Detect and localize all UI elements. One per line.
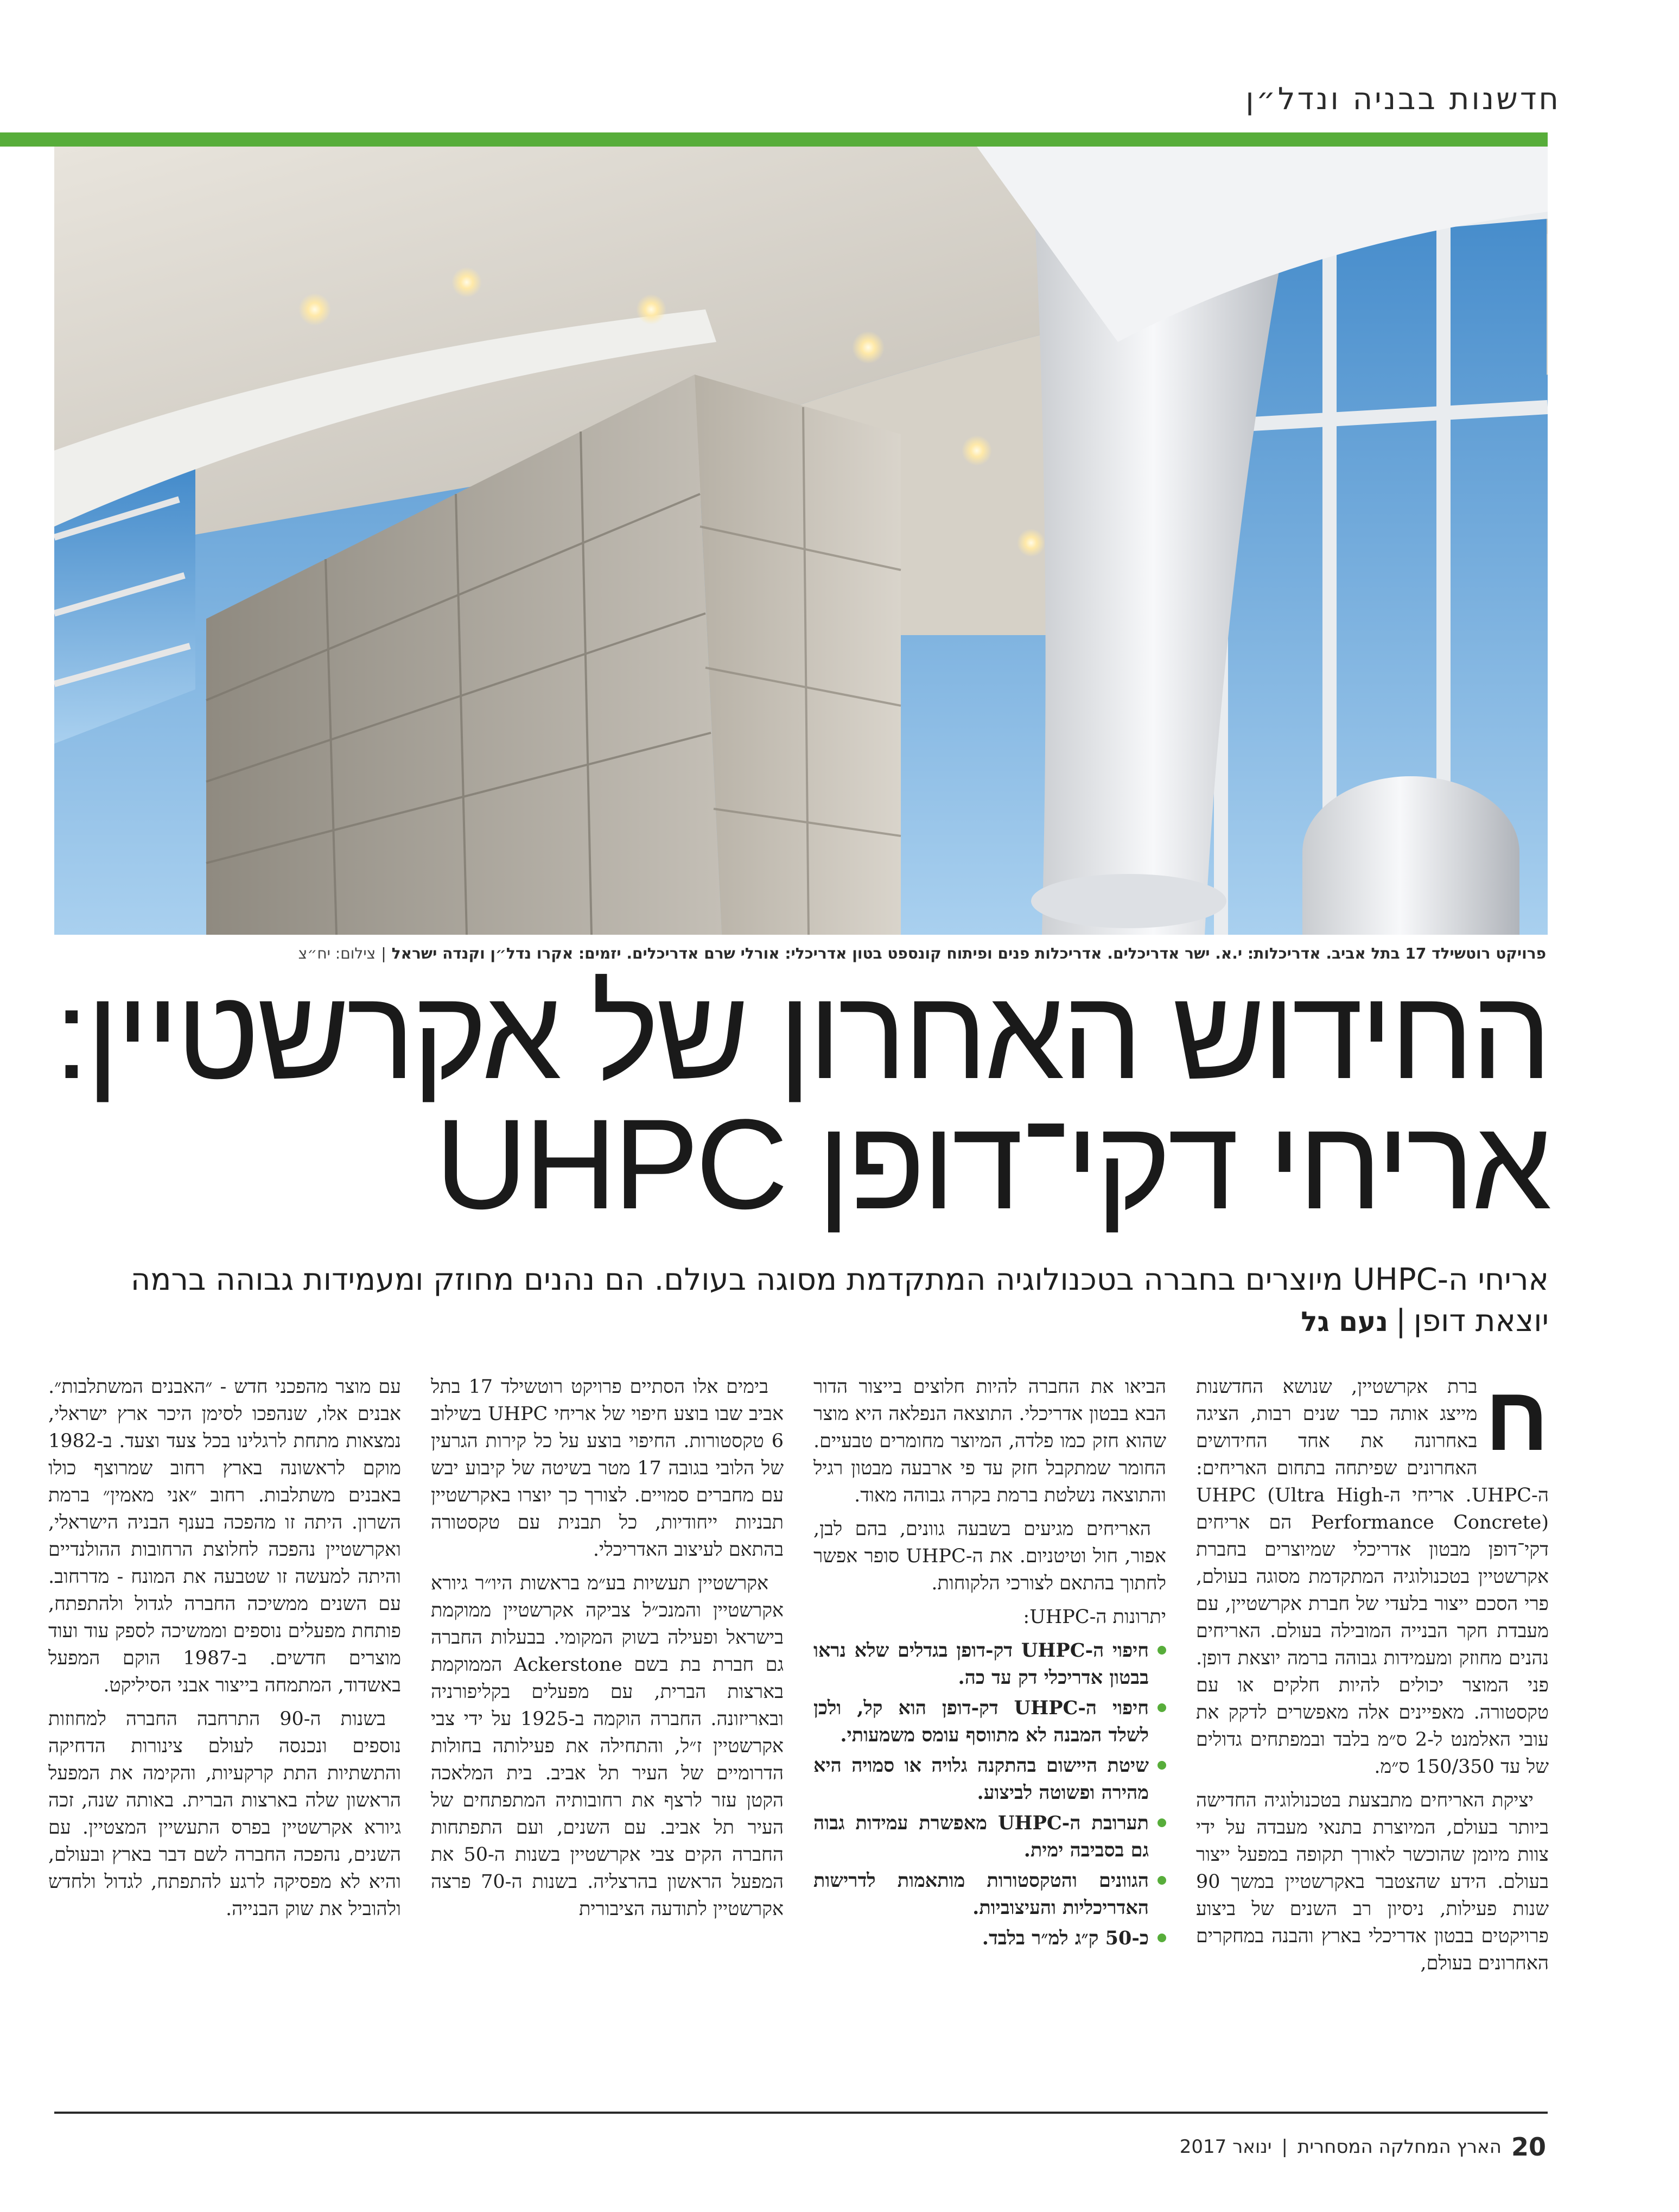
photo-caption xyxy=(135,945,1546,962)
advantages-heading: יתרונות ה-UHPC: xyxy=(1023,1606,1166,1628)
article-photo xyxy=(54,147,1548,935)
paragraph: בשנות ה-90 התרחבה החברה למחוזות נוספים ונכנסה לעולם צינורות הדחיקה והתשתיות התת קרקעיות, והקימה את המפעל הראשון שלה בארצות הברית. באותה שנה, זכה גיורא אקרשטיין בפרס התעשיין המצטיין. עם השנים, נהפכה החברה לשם דבר בארץ ובעולם, והיא לא מפסיקה לרגע להתפתח, לגדול ולחדש ולהוביל את שוק הבנייה. xyxy=(48,1708,401,1920)
paragraph: אקרשטיין תעשיות בע״מ בראשות היו״ר גיורא אקרשטיין והמנכ״ל צביקה אקרשטיין ממוקמת בישראל ופעילה בשוק המקומי. בבעלות החברה גם חברת בת בשם Ackerstone הממוקמת בארצות הברית, עם מפעלים בקליפורניה ובאריזונה. החברה הוקמה ב-1925 על ידי צבי אקרשטיין ז״ל, והתחילה את פעילותה בחולות הדרומיים של העיר תל אביב. בית המלאכה הקטן עזר לרצף את רחובותיה המתפתחים של העיר תל אביב. עם השנים, ועם התפתחות החברה הקים צבי אקרשטיין בשנות ה-50 את המפעל הראשון בהרצליה. בשנות ה-70 פרצה אקרשטיין לתודעה הציבורית xyxy=(431,1573,784,1920)
caption-separator: | xyxy=(381,945,386,962)
photo-credit: צילום: יח״צ xyxy=(298,945,376,962)
paragraph: בימים אלו הסתיים פרויקט רוטשילד 17 בתל אביב שבו בוצע חיפוי של אריחי UHPC בשילוב 6 טקסטורות. החיפוי בוצע על כל קירות הגרעין של הלובי בגובה 17 מטר בשיטה של קיבוע יבש עם מחברים סמויים. לצורך כך יוצרו באקרשטיין תבניות ייחודיות, כל תבנית עם טקסטורה בהתאם לעיצוב האדריכלי. xyxy=(431,1376,784,1561)
atrium-photo-illustration xyxy=(54,147,1548,935)
headline-line-1: החידוש האחרון של אקרשטיין: xyxy=(54,962,1549,1106)
column-3 xyxy=(431,1373,784,2014)
article-subhead xyxy=(84,1259,1549,1342)
column-2 xyxy=(813,1373,1166,2014)
accent-bar xyxy=(0,132,1548,147)
headline-line-2: אריחי דקי־דופן UHPC xyxy=(435,1093,1549,1236)
subhead-text: אריחי ה-UHPC מיוצרים בחברה בטכנולוגיה המתקדמת מסוגה בעולם. הם נהנים מחוזק ומעמידות גבוהה ברמה יוצאת דופן xyxy=(130,1262,1549,1339)
footer-rule xyxy=(54,2112,1548,2114)
list-item: חיפוי ה-UHPC דק-דופן בגדלים שלא נראו בבטון אדריכלי דק עד כה. xyxy=(813,1637,1166,1691)
page-number: 20 xyxy=(1511,2132,1546,2162)
article-headline xyxy=(40,962,1549,1236)
publication-name: הארץ המחלקה המסחרית xyxy=(1297,2136,1502,2158)
paragraph: הביאו את החברה להיות חלוצים בייצור הדור הבא בבטון אדריכלי. התוצאה הנפלאה היא מוצר שהוא חזק כמו פלדה, המיוצר מחומרים טבעיים. החומר שמתקבל חזק עד פי ארבעה מבטון רגיל והתוצאה נשלטת ברמת בקרה גבוהה מאוד. xyxy=(813,1376,1166,1506)
caption-text: פרויקט רוטשילד 17 בתל אביב. אדריכלות: י.א. ישר אדריכלים. אדריכלות פנים ופיתוח קונספט בטון אדריכלי: אורלי שרם אדריכלים. יזמים: אקרו נדל״ן וקנדה ישראל xyxy=(391,945,1546,962)
column-4 xyxy=(48,1373,401,2014)
paragraph: עם מוצר מהפכני חדש - ״האבנים המשתלבות״. אבנים אלו, שנהפכו לסימן היכר ארץ ישראלי, נמצאות מתחת לרגלינו בכל צעד וצעד. ב-1982 מוקם לראשונה בארץ רחוב שמרוצף כולו באבנים משתלבות. רחוב ״אני מאמין״ ברמת השרון. היתה זו מהפכה בענף הבניה הישראלי, ואקרשטיין נהפכה לחלוצת הרחובות ההולנדיים והיתה למעשה זו שטבעה את המונח - מדרחוב. עם השנים ממשיכה החברה לגדול ולהתפתח, פותחת מפעלים נוספים וממשיכה לספק עוד ועוד מוצרים חדשים. ב-1987 הוקם המפעל באשדוד, המתמחה בייצור אבני הסיליקט. xyxy=(48,1376,401,1696)
list-item: כ-50 ק״ג למ״ר בלבד. xyxy=(813,1925,1166,1952)
list-item: חיפוי ה-UHPC דק-דופן הוא קל, ולכן לשלד המבנה לא מתווסף עומס משמעותי. xyxy=(813,1695,1166,1749)
issue-date: ינואר 2017 xyxy=(1179,2136,1272,2158)
paragraph: יציקת האריחים מתבצעת בטכנולוגיה החדישה ביותר בעולם, המיוצרת בתנאי מעבדה על ידי צוות מיומן שהוכשר לאורך תקופה במפעל ייצור בעולם. הידע שהצטבר באקרשטיין במשך 90 שנות פעילות, ניסיון רב השנים של ביצוע פרויקטים בבטון אדריכלי בארץ והבנה במחקרים האחרונים בעולם, xyxy=(1196,1790,1549,1974)
author-name: נעם גל xyxy=(1301,1306,1389,1338)
page-footer xyxy=(1180,2132,1546,2162)
advantages-list xyxy=(813,1637,1166,1952)
column-1 xyxy=(1196,1367,1549,2014)
paragraph: ברת אקרשטיין, שנושא החדשנות מייצג אותה כבר שנים רבות, הציגה באחרונה את אחד החידושים האחרונים שפיתחה בתחום האריחים: ה-UHPC. אריחי ה-UHPC (Ultra High Performance Concrete) הם אריחים דקי־דופן מבטון אדריכלי שמיוצרים בחברת אקרשטיין בטכנולוגיה המתקדמת מסוגה בעולם, פרי הסכם ייצור בלעדי של חברת אקרשטיין, עם מעבדת חקר הבנייה המובילה בעולם. האריחים נהנים מחוזק ומעמידות גבוהה ברמה יוצאת דופן. פני המוצר יכולים להיות חלקים או עם טקסטורה. מאפיינים אלה מאפשרים לדקק את עובי האלמנט ל-2 ס״מ בלבד ובמפתחים גדולים של עד 150/350 ס״מ. xyxy=(1196,1376,1549,1778)
footer-separator: | xyxy=(1281,2136,1288,2158)
subhead-separator: | xyxy=(1396,1303,1406,1339)
list-item: הגוונים והטקסטורות מותאמות לדרישות האדריכליות והעיצוביות. xyxy=(813,1867,1166,1922)
list-item: תערובת ה-UHPC מאפשרת עמידות גבוה גם בסביבה ימית. xyxy=(813,1810,1166,1864)
article-body xyxy=(48,1367,1549,2014)
paragraph: האריחים מגיעים בשבעה גוונים, בהם לבן, אפור, חול וטיטניום. את ה-UHPC סופר אפשר לחתוך בהתאם לצורכי הלקוחות. xyxy=(813,1518,1166,1594)
list-item: שיטת היישום בהתקנה גלויה או סמויה היא מהירה ופשוטה לביצוע. xyxy=(813,1752,1166,1807)
section-title: חדשנות בבניה ונדל״ן xyxy=(1245,81,1561,117)
drop-cap: ח xyxy=(1485,1367,1549,1469)
